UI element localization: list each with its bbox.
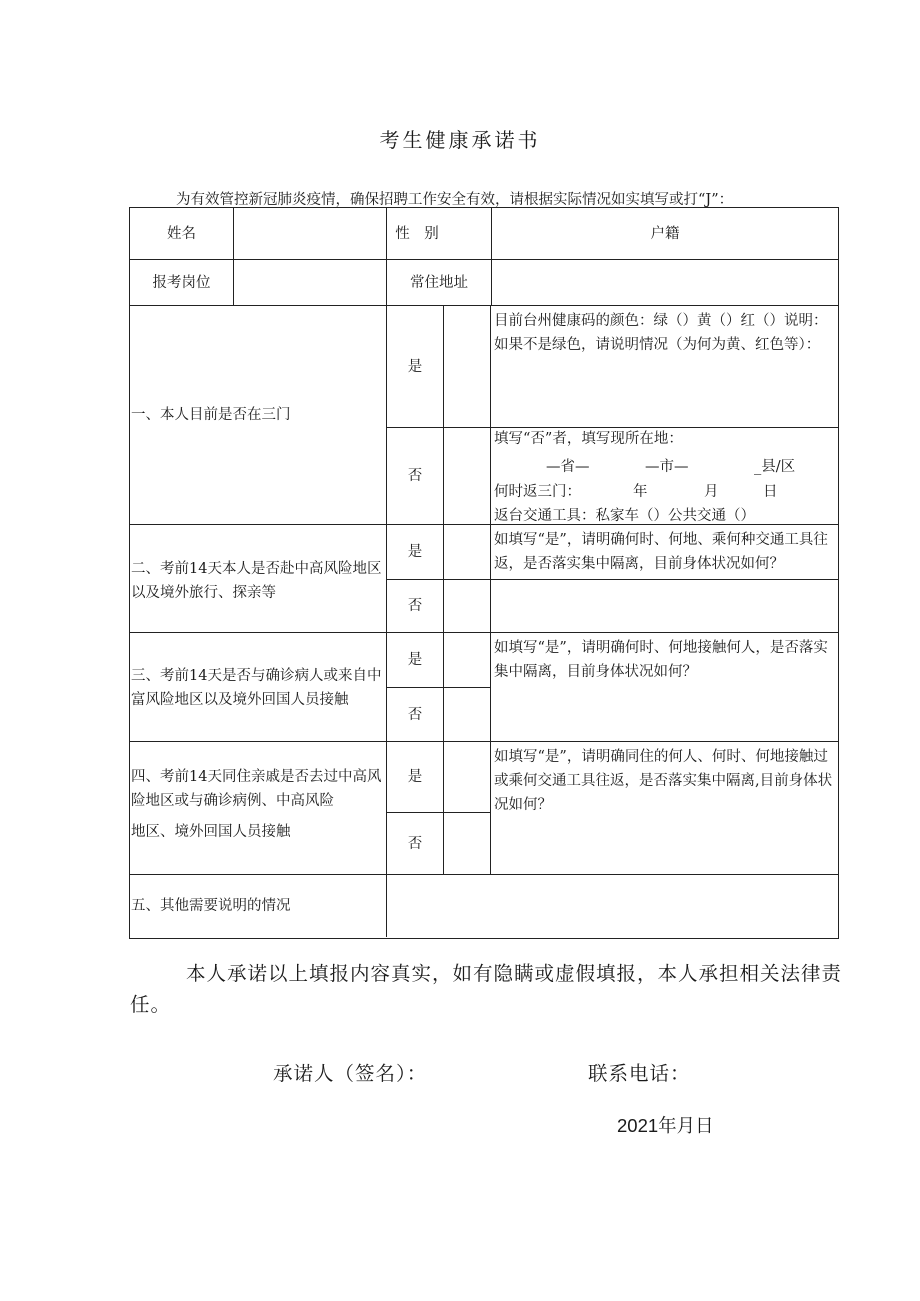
q3-yes-label: 是 bbox=[407, 652, 423, 668]
q2-no-checkbox[interactable] bbox=[444, 580, 490, 632]
q2-no-label: 否 bbox=[407, 598, 423, 614]
signer-label: 承诺人（签名）： bbox=[273, 1062, 428, 1085]
q1-yes-text: 目前台州健康码的颜色：绿（）黄（）红（）说明：如果不是绿色，请说明情况（为何为黄、红色等）： bbox=[494, 313, 828, 353]
q4-label-line2: 地区、境外回国人员接触 bbox=[131, 824, 291, 840]
q4-no-checkbox[interactable] bbox=[444, 813, 490, 874]
q1-no-location-prompt: 填写“否”者，填写现所在地： bbox=[494, 431, 683, 447]
q1-no-transport: 返台交通工具：私家车（）公共交通（） bbox=[494, 508, 755, 524]
q2-label: 二、考前14天本人是否赴中高风险地区以及境外旅行、探亲等 bbox=[131, 561, 382, 601]
q4-no-label: 否 bbox=[407, 835, 423, 852]
q2-detail-text: 如填写“是”，请明确何时、何地、乘何种交通工具往返，是否落实集中隔离，目前身体状况如何？ bbox=[494, 532, 828, 572]
q3-no-checkbox[interactable] bbox=[444, 688, 490, 741]
pledge-date: 2021年月日 bbox=[617, 1115, 714, 1136]
address-label: 常住地址 bbox=[410, 274, 468, 291]
q1-no-checkbox[interactable] bbox=[444, 428, 490, 524]
q3-no-label: 否 bbox=[407, 706, 423, 723]
gender-field[interactable] bbox=[447, 208, 490, 259]
intro-text: 为有效管控新冠肺炎疫情，确保招聘工作安全有效，请根据实际情况如实填写或打“J”： bbox=[176, 192, 734, 208]
q1-no-year[interactable]: 年 bbox=[633, 484, 648, 500]
phone-label: 联系电话： bbox=[588, 1062, 691, 1085]
q1-no-return-label: 何时返三门： bbox=[494, 484, 581, 500]
q1-no-county[interactable]: _县/区 bbox=[754, 459, 796, 475]
q3-yes-checkbox[interactable] bbox=[444, 633, 490, 687]
q1-yes-checkbox[interactable] bbox=[444, 306, 490, 427]
q1-no-month[interactable]: 月 bbox=[704, 484, 719, 500]
q2-yes-checkbox[interactable] bbox=[444, 525, 490, 579]
gender-label: 性 别 bbox=[395, 225, 439, 242]
q5-field[interactable] bbox=[387, 875, 838, 937]
name-field[interactable] bbox=[234, 208, 386, 259]
q1-no-day[interactable]: 日 bbox=[763, 484, 778, 500]
q5-label: 五、其他需要说明的情况 bbox=[131, 898, 291, 914]
pledge-text: 本人承诺以上填报内容真实，如有隐瞒或虚假填报，本人承担相关法律责任。 bbox=[130, 962, 843, 1016]
q1-yes-label: 是 bbox=[407, 358, 423, 375]
q1-no-label: 否 bbox=[407, 468, 423, 484]
name-label: 姓名 bbox=[167, 225, 196, 242]
q4-detail-text: 如填写“是”，请明确同住的何人、何时、何地接触过或乘何交通工具往返，是否落实集中隔离,目前身体状况如何？ bbox=[494, 749, 833, 813]
q2-yes-label: 是 bbox=[407, 544, 423, 560]
document-title: 考生健康承诺书 bbox=[379, 128, 541, 152]
position-field[interactable] bbox=[234, 260, 386, 305]
q3-detail-text: 如填写“是”，请明确何时、何地接触何人，是否落实集中隔离，目前身体状况如何？ bbox=[494, 640, 828, 680]
q4-yes-checkbox[interactable] bbox=[444, 742, 490, 812]
address-field[interactable] bbox=[492, 260, 838, 305]
position-label: 报考岗位 bbox=[152, 274, 211, 291]
q1-no-city[interactable]: —市— bbox=[645, 459, 689, 475]
q4-label-line1: 四、考前14天同住亲戚是否去过中高风险地区或与确诊病例、中高风险 bbox=[131, 769, 382, 809]
q3-label: 三、考前14天是否与确诊病人或来自中富风险地区以及境外回国人员接触 bbox=[131, 668, 382, 708]
q1-label: 一、本人目前是否在三门 bbox=[131, 407, 291, 423]
q1-no-province[interactable]: —省— bbox=[546, 459, 590, 475]
q4-yes-label: 是 bbox=[407, 769, 423, 785]
hukou-label: 户籍 bbox=[650, 225, 680, 242]
